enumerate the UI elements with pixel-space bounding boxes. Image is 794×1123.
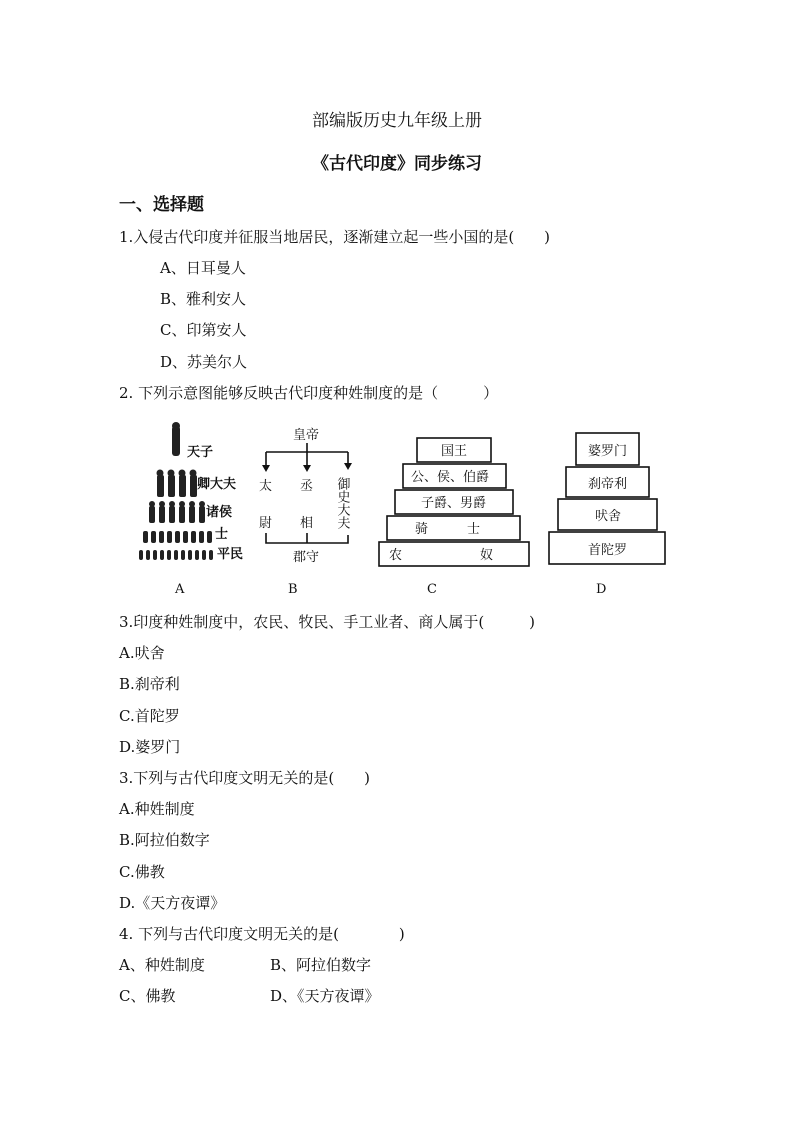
figure-c-level-4: 骑 士 [415,522,481,537]
question-3b-stem: 3.下列与古代印度文明无关的是( ) [119,769,371,787]
question-4-option-c: C、佛教 [119,987,176,1005]
question-4-option-d: D、《天方夜谭》 [270,987,380,1005]
figure-d-level-1: 婆罗门 [588,444,628,459]
page-subtitle: 《古代印度》同步练习 [312,154,482,174]
figure-c-level-3: 子爵、男爵 [421,496,487,511]
question-3-option-b: B.刹帝利 [119,675,180,693]
figure-c-level-5: 农 奴 [389,548,494,563]
question-4-stem: 4. 下列与古代印度文明无关的是( ) [119,925,405,943]
figure-c-feudal-pyramid [375,433,535,568]
section-heading: 一、选择题 [119,195,204,215]
figure-d-level-4: 首陀罗 [588,543,628,558]
figure-a-level-4: 士 [215,527,229,542]
figure-b-left-bottom: 尉 [259,516,273,531]
question-1-option-b: B、雅利安人 [160,290,247,308]
figure-a-level-5: 平民 [217,547,244,562]
question-4-option-a: A、种姓制度 [119,956,205,974]
figure-a-level-1: 天子 [187,445,214,460]
figure-d-level-2: 刹帝利 [588,477,628,492]
figure-b-right: 御史大夫 [334,477,350,529]
question-3b-option-d: D.《天方夜谭》 [119,894,226,912]
question-2-stem: 2. 下列示意图能够反映古代印度种姓制度的是（ ） [119,384,499,402]
figure-a-level-3: 诸侯 [206,505,233,520]
figure-b-mid-top: 丞 [300,479,314,494]
page-title: 部编版历史九年级上册 [312,111,482,131]
question-3-option-d: D.婆罗门 [119,738,181,756]
figure-c-level-2: 公、侯、伯爵 [411,470,490,485]
question-1-option-d: D、苏美尔人 [160,353,248,371]
figure-b-top: 皇帝 [293,428,320,443]
question-1-option-a: A、日耳曼人 [160,259,246,277]
figure-a-label: A [175,582,185,597]
figure-b-bottom: 郡守 [293,550,320,565]
question-3b-option-a: A.种姓制度 [119,800,195,818]
figure-d-level-3: 吠舍 [595,509,622,524]
question-3-option-c: C.首陀罗 [119,707,180,725]
figure-b-mid-bottom: 相 [300,516,314,531]
figure-c-label: C [427,582,437,597]
figure-a-people-pyramid [135,420,250,568]
figure-b-label: B [288,582,298,597]
figure-c-level-1: 国王 [441,444,468,459]
question-3b-option-b: B.阿拉伯数字 [119,831,210,849]
question-3b-option-c: C.佛教 [119,863,165,881]
question-1-stem: 1.入侵古代印度并征服当地居民，逐渐建立起一些小国的是( ) [119,228,551,246]
figure-d-label: D [596,582,607,597]
question-4-option-b: B、阿拉伯数字 [270,956,372,974]
question-3-option-a: A.吠舍 [119,644,165,662]
figure-b-left-top: 太 [259,479,273,494]
question-1-option-c: C、印第安人 [160,321,247,339]
figure-d-varna-pyramid [545,430,670,568]
figure-b-government-tree [255,425,360,570]
question-3-stem: 3.印度种姓制度中，农民、牧民、手工业者、商人属于( ) [119,613,536,631]
figure-a-level-2: 卿大夫 [197,477,237,492]
